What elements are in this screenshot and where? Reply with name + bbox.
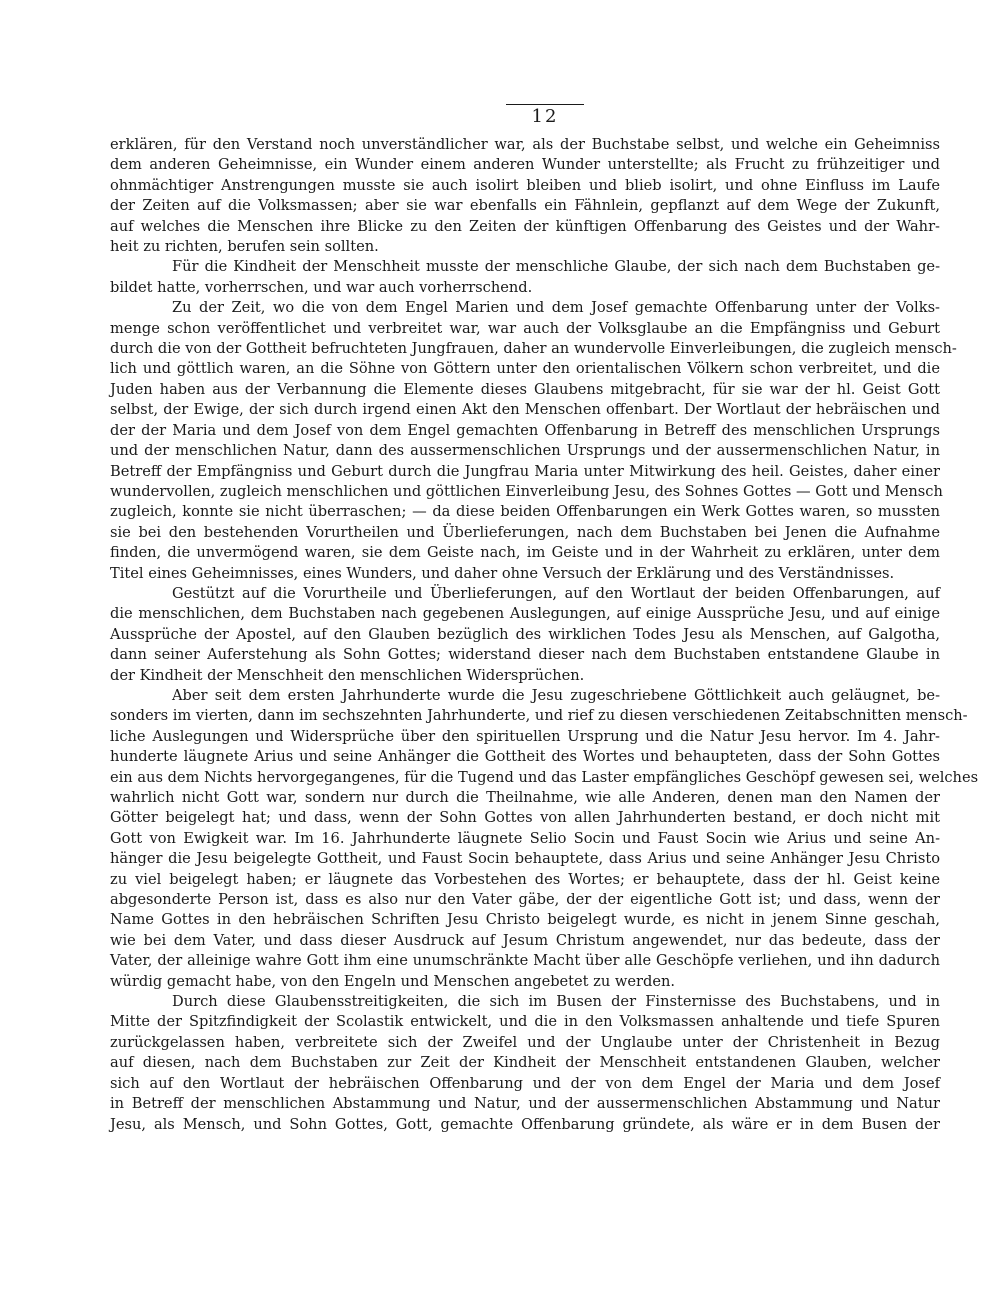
text-line: der Kindheit der Menschheit den menschlichen Widersprüchen. <box>110 666 585 684</box>
text-line: Aber seit dem ersten Jahrhunderte wurde die Jesu zugeschriebene Göttlichkeit auch geläugnet, be- <box>172 686 940 704</box>
text-line: Für die Kindheit der Menschheit musste der menschliche Glaube, der sich nach dem Buchstaben ge- <box>172 258 940 276</box>
paragraph <box>110 584 940 686</box>
text-line: wie bei dem Vater, und dass dieser Ausdruck auf Jesum Christum angewendet, nur das bedeute, dass der <box>110 931 940 949</box>
text-line: zugleich, konnte sie nicht überraschen; — da diese beiden Offenbarungen ein Werk Gottes waren, so mussten <box>110 503 940 521</box>
text-line: in Betreff der menschlichen Abstammung und Natur, und der aussermenschlichen Abstammung und Natur <box>110 1095 940 1113</box>
text-line: wahrlich nicht Gott war, sondern nur durch die Theilnahme, wie alle Anderen, denen man den Namen der <box>110 789 940 806</box>
text-line: der Zeiten auf die Volksmassen; aber sie war ebenfalls ein Fähnlein, gepflanzt auf dem Wege der Zukunft, <box>110 197 940 215</box>
text-line: erklären, für den Verstand noch unverständlicher war, als der Buchstabe selbst, und welche ein Geheimniss <box>110 136 940 153</box>
text-line: auf welches die Menschen ihre Blicke zu den Zeiten der künftigen Offenbarung des Geistes und der Wahr- <box>110 217 940 235</box>
paragraph <box>110 135 940 257</box>
text-line: Zu der Zeit, wo die von dem Engel Marien und dem Josef gemachte Offenbarung unter der Volks- <box>172 299 940 317</box>
text-line: abgesonderte Person ist, dass es also nur den Vater gäbe, der der eigentliche Gott ist; und dass, wenn der <box>110 891 940 909</box>
text-line: Aussprüche der Apostel, auf den Glauben bezüglich des wirklichen Todes Jesu als Menschen, auf Galgotha, <box>110 625 940 643</box>
text-line: wundervollen, zugleich menschlichen und göttlichen Einverleibung Jesu, des Sohnes Gottes — Gott und Mensch <box>110 482 943 500</box>
text-line: Götter beigelegt hat; und dass, wenn der Sohn Gottes von allen Jahrhunderten bestand, er doch nicht mit <box>110 809 940 827</box>
text-line: zurückgelassen haben, verbreitete sich der Zweifel und der Unglaube unter der Christenheit in Bezug <box>110 1033 940 1051</box>
text-line: Gott von Ewigkeit war. Im 16. Jahrhunderte läugnete Selio Socin und Faust Socin wie Arius und seine An- <box>110 829 940 847</box>
text-line: heit zu richten, berufen sein sollten. <box>110 238 379 256</box>
text-line: Jesu, als Mensch, und Sohn Gottes, Gott, gemachte Offenbarung gründete, als wäre er in dem Busen der <box>110 1115 940 1133</box>
text-line: Vater, der alleinige wahre Gott ihm eine unumschränkte Macht über alle Geschöpfe verliehen, und ihn dadurch <box>110 952 940 970</box>
text-line: auf diesen, nach dem Buchstaben zur Zeit der Kindheit der Menschheit entstandenen Glauben, welcher <box>110 1054 940 1072</box>
text-line: lich und göttlich waren, an die Söhne von Göttern unter den orientalischen Völkern schon verbreitet, und die <box>110 360 940 378</box>
text-line: Durch diese Glaubensstreitigkeiten, die sich im Busen der Finsternisse des Buchstabens, und in <box>172 993 940 1011</box>
text-line: hänger die Jesu beigelegte Gottheit, und Faust Socin behauptete, dass Arius und seine Anhänger Jesu Christo <box>110 850 940 868</box>
text-line: Mitte der Spitzfindigkeit der Scolastik entwickelt, und die in den Volksmassen anhaltende und tiefe Spuren <box>110 1013 940 1031</box>
text-line: würdig gemacht habe, von den Engeln und Menschen angebetet zu werden. <box>110 972 676 990</box>
text-line: selbst, der Ewige, der sich durch irgend einen Akt den Menschen offenbart. Der Wortlaut der hebräischen und <box>110 401 940 419</box>
text-line: Betreff der Empfängniss und Geburt durch die Jungfrau Maria unter Mitwirkung des heil. Geistes, daher einer <box>110 462 940 480</box>
text-line: hunderte läugnete Arius und seine Anhänger die Gottheit des Wortes und behaupteten, dass der Sohn Gottes <box>110 748 940 766</box>
text-line: die menschlichen, dem Buchstaben nach gegebenen Auslegungen, auf einige Aussprüche Jesu, und auf einige <box>110 605 940 623</box>
text-line: zu viel beigelegt haben; er läugnete das Vorbestehen des Wortes; er behauptete, dass der hl. Geist keine <box>110 870 940 888</box>
page-number: 12 <box>110 104 940 129</box>
paragraph <box>110 992 940 1135</box>
paragraph <box>110 298 957 584</box>
text-line: Gestützt auf die Vorurtheile und Überlieferungen, auf den Wortlaut der beiden Offenbarungen, auf <box>172 584 940 602</box>
text-line: sie bei den bestehenden Vorurtheilen und Überlieferungen, nach dem Buchstaben bei Jenen die Aufnahme <box>110 523 940 541</box>
text-line: finden, die unvermögend waren, sie dem Geiste nach, im Geiste und in der Wahrheit zu erklären, unter dem <box>110 544 940 562</box>
paragraph <box>110 686 979 992</box>
body-text <box>110 135 979 1135</box>
text-line: ein aus dem Nichts hervorgegangenes, für die Tugend und das Laster empfängliches Geschöpf gewesen sei, welches <box>110 768 979 786</box>
text-line: Titel eines Geheimnisses, eines Wunders, und daher ohne Versuch der Erklärung und des Verständnisses. <box>110 564 895 582</box>
text-line: sich auf den Wortlaut der hebräischen Offenbarung und der von dem Engel der Maria und dem Josef <box>110 1074 940 1092</box>
text-line: sonders im vierten, dann im sechszehnten Jahrhunderte, und rief zu diesen verschiedenen Zeitabschnitten mensch- <box>110 707 968 725</box>
text-line: ohnmächtiger Anstrengungen musste sie auch isolirt bleiben und blieb isolirt, und ohne Einfluss im Laufe <box>110 176 940 194</box>
text-line: liche Auslegungen und Widersprüche über den spirituellen Ursprung und die Natur Jesu hervor. Im 4. Jahr- <box>110 727 940 745</box>
text-line: Juden haben aus der Verbannung die Elemente dieses Glaubens mitgebracht, für sie war der hl. Geist Gott <box>110 380 940 398</box>
text-line: dem anderen Geheimnisse, ein Wunder einem anderen Wunder unterstellte; als Frucht zu frühzeitiger und <box>110 156 940 174</box>
text-line: durch die von der Gottheit befruchteten Jungfrauen, daher an wundervolle Einverleibungen, die zugleich mensch- <box>110 340 957 358</box>
text-line: und der menschlichen Natur, dann des aussermenschlichen Ursprungs und der aussermenschlichen Natur, in <box>110 442 940 460</box>
text-line: dann seiner Auferstehung als Sohn Gottes; widerstand dieser nach dem Buchstaben entstandene Glaube in <box>110 646 940 664</box>
text-line: der der Maria und dem Josef von dem Engel gemachten Offenbarung in Betreff des menschlichen Ursprungs <box>110 421 940 439</box>
text-line: menge schon veröffentlichet und verbreitet war, war auch der Volksglaube an die Empfängniss und Geburt <box>110 319 940 337</box>
paragraph <box>110 257 940 298</box>
text-line: bildet hatte, vorherrschen, und war auch vorherrschend. <box>110 278 533 296</box>
text-line: Name Gottes in den hebräischen Schriften Jesu Christo beigelegt wurde, es nicht in jenem Sinne geschah, <box>110 911 940 929</box>
